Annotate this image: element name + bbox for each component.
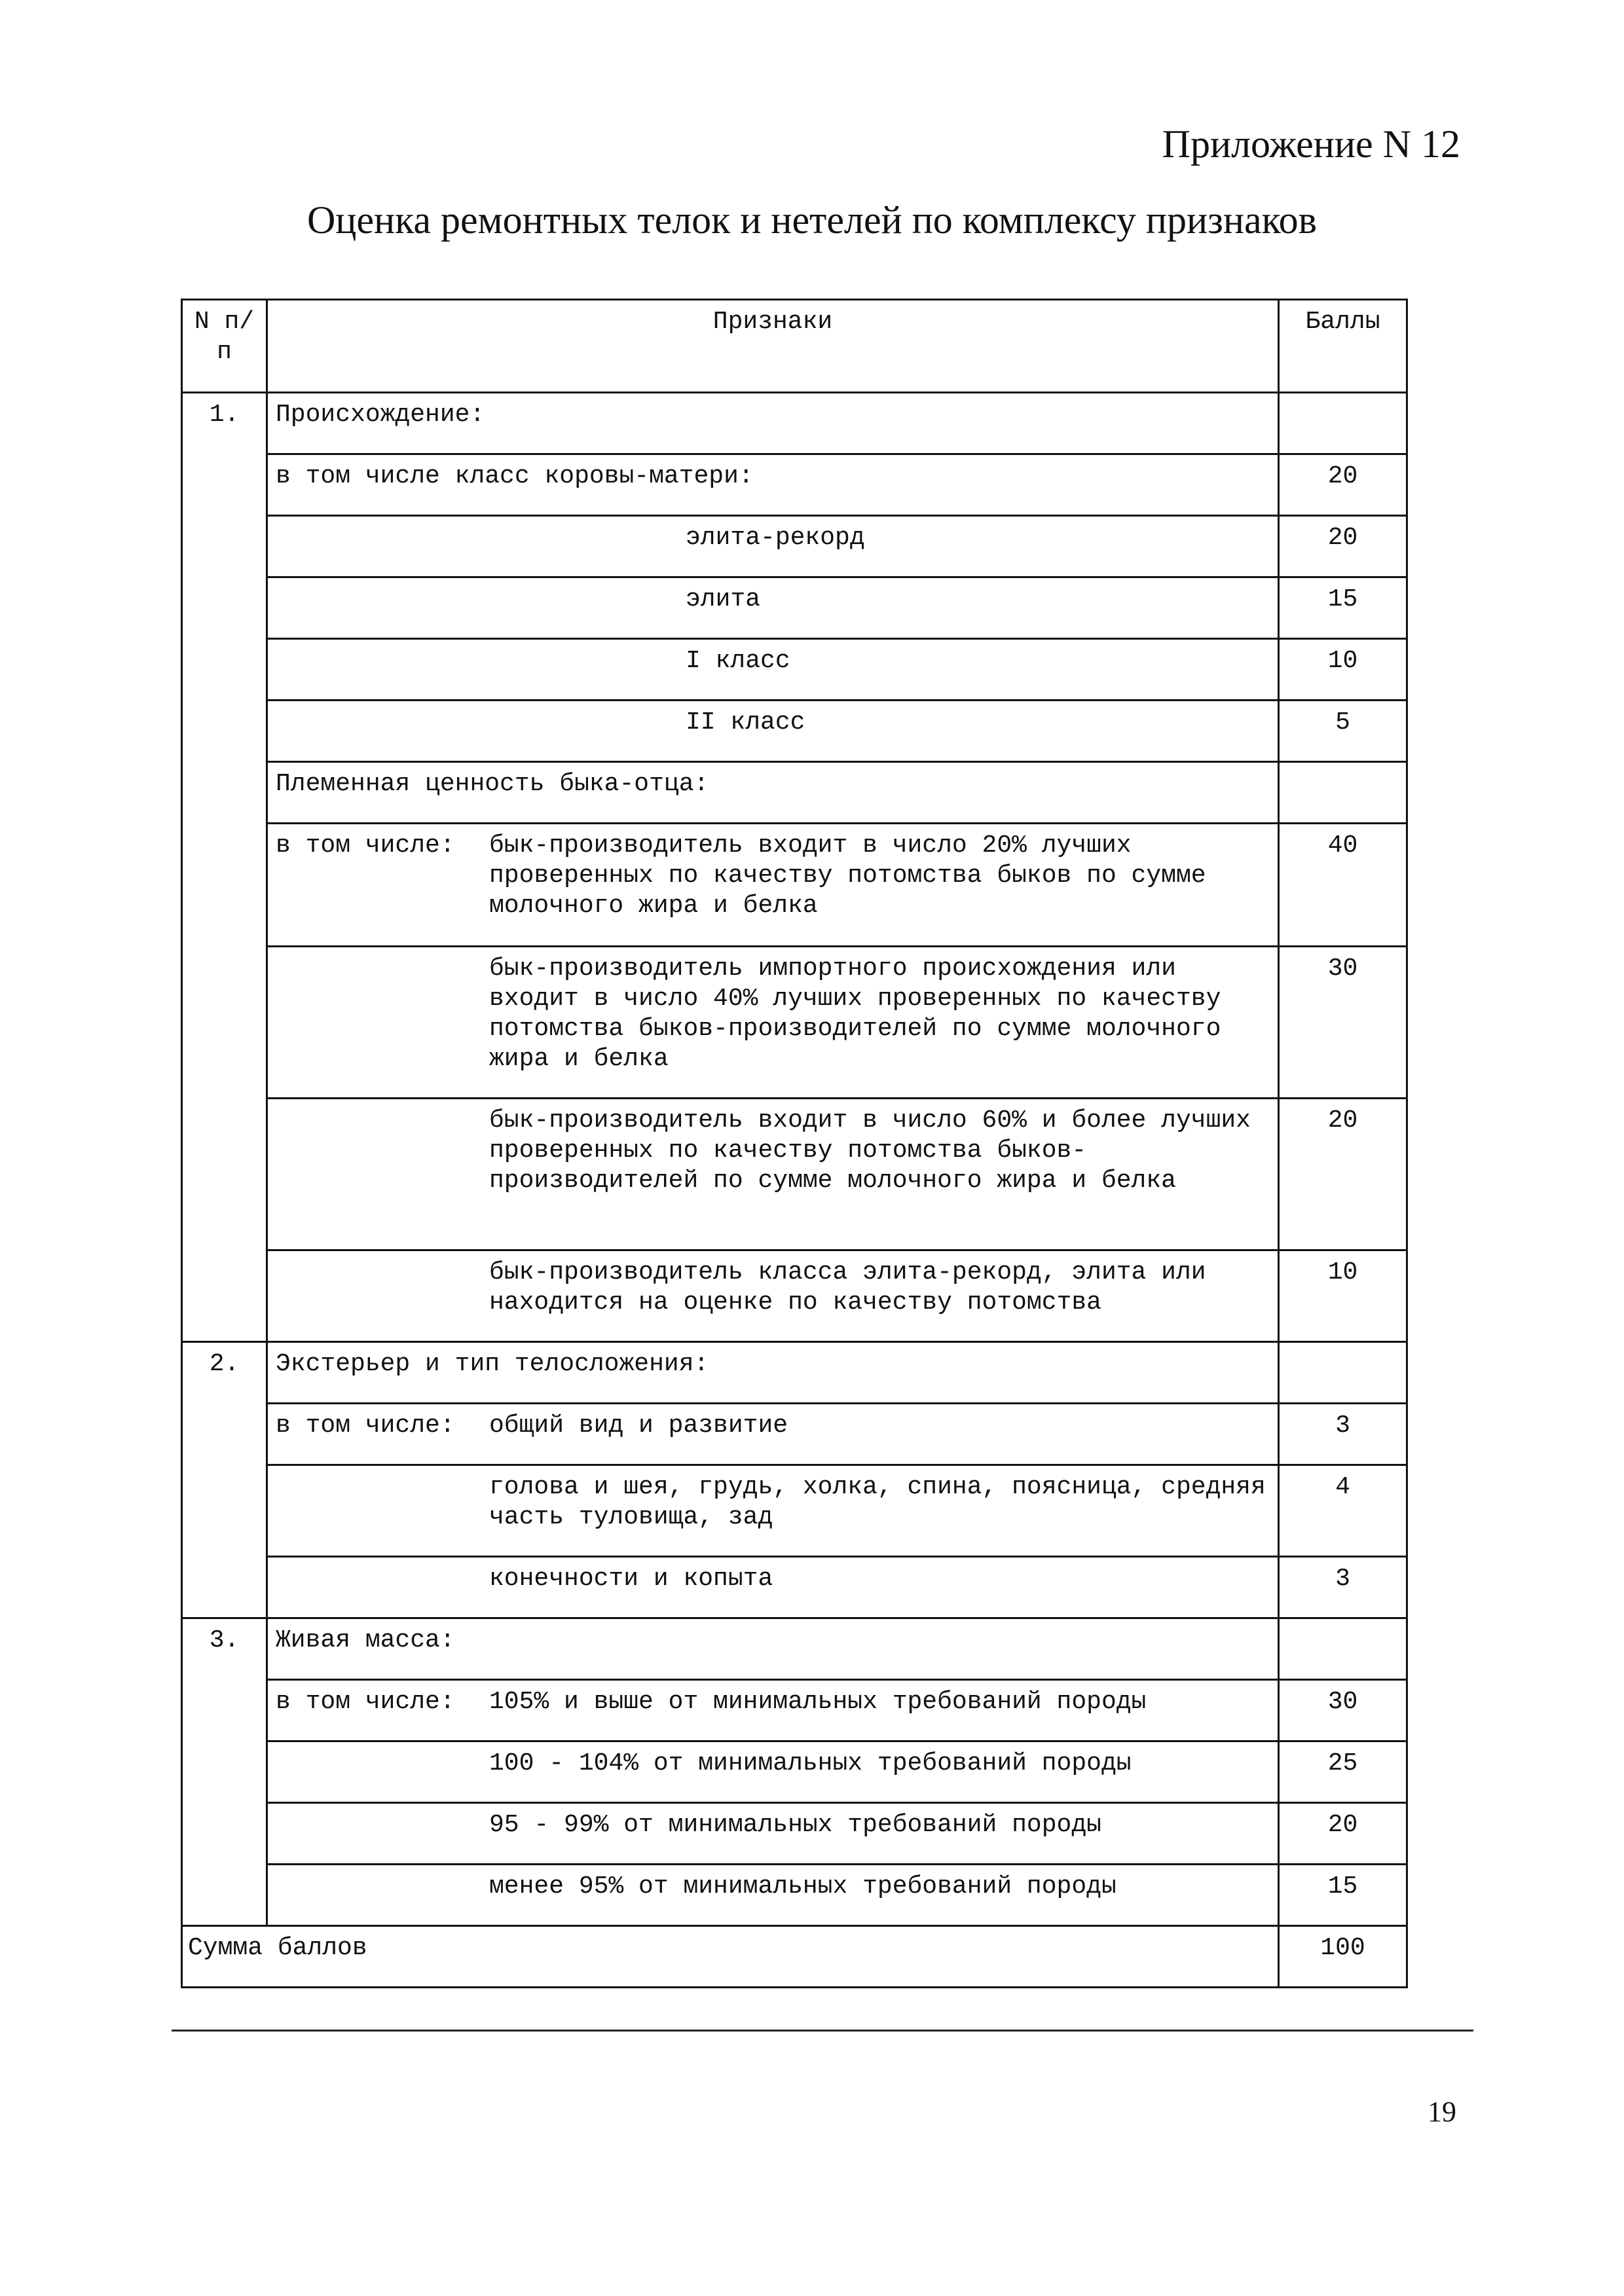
- empty-cell: [182, 1803, 267, 1865]
- header-feature: Признаки: [267, 300, 1279, 393]
- row-label: [267, 1404, 1279, 1465]
- row-label: [267, 639, 1279, 701]
- item-label: менее 95% от минимальных требований породы: [489, 1872, 1116, 1901]
- score-cell: 20: [1279, 454, 1407, 516]
- empty-cell: [182, 947, 267, 1099]
- item-label: общий вид и развитие: [489, 1412, 788, 1440]
- total-row: [182, 1926, 1407, 1988]
- table-row: [182, 1250, 1407, 1342]
- empty-cell: [182, 639, 267, 701]
- section-number: 2.: [182, 1342, 267, 1404]
- score-cell: 3: [1279, 1557, 1407, 1618]
- score-cell: 5: [1279, 701, 1407, 762]
- row-label: [267, 1741, 1279, 1803]
- item-label: конечности и копыта: [489, 1565, 773, 1593]
- score-cell: 20: [1279, 1099, 1407, 1250]
- row-label: [267, 1865, 1279, 1926]
- total-score: 100: [1279, 1926, 1407, 1988]
- table-row: [182, 1342, 1407, 1404]
- table-row: [182, 1680, 1407, 1741]
- score-cell: 3: [1279, 1404, 1407, 1465]
- score-cell: 40: [1279, 824, 1407, 947]
- table-header-row: [182, 300, 1407, 393]
- row-label: [267, 701, 1279, 762]
- row-label: [267, 516, 1279, 577]
- item-label: 105% и выше от минимальных требований породы: [489, 1688, 1147, 1716]
- empty-cell: [182, 1680, 267, 1741]
- table-row: [182, 1618, 1407, 1680]
- page-number: 19: [1428, 2096, 1456, 2128]
- row-label: [267, 947, 1279, 1099]
- table-row: [182, 1741, 1407, 1803]
- item-label: 100 - 104% от минимальных требований породы: [489, 1749, 1132, 1777]
- page-title: Оценка ремонтных телок и нетелей по комплексу признаков: [306, 198, 1318, 242]
- empty-cell: [182, 824, 267, 947]
- table-row: [182, 1865, 1407, 1926]
- table-row: [182, 577, 1407, 639]
- section-number: 1.: [182, 393, 267, 454]
- section-heading: Экстерьер и тип телосложения:: [267, 1342, 1279, 1404]
- table-row: [182, 516, 1407, 577]
- empty-cell: [182, 1465, 267, 1557]
- score-cell: 20: [1279, 516, 1407, 577]
- empty-cell: [182, 701, 267, 762]
- section-heading: Живая масса:: [267, 1618, 1279, 1680]
- score-cell: 4: [1279, 1465, 1407, 1557]
- table-row: [182, 639, 1407, 701]
- table-row: [182, 1465, 1407, 1557]
- item-label: элита: [686, 585, 761, 613]
- table-row: [182, 393, 1407, 454]
- row-label: [267, 1465, 1279, 1557]
- score-cell: [1279, 1342, 1407, 1404]
- score-cell: 10: [1279, 1250, 1407, 1342]
- row-prefix: в том числе:: [276, 1688, 455, 1716]
- score-cell: 30: [1279, 1680, 1407, 1741]
- score-cell: 15: [1279, 1865, 1407, 1926]
- header-num: N п/п: [182, 300, 267, 393]
- table-row: [182, 1803, 1407, 1865]
- score-cell: 15: [1279, 577, 1407, 639]
- table-row: [182, 1404, 1407, 1465]
- empty-cell: [182, 1250, 267, 1342]
- table-row: [182, 1099, 1407, 1250]
- total-label: Сумма баллов: [182, 1926, 1279, 1988]
- table-row: [182, 454, 1407, 516]
- item-label: II класс: [686, 708, 805, 737]
- table-row: [182, 824, 1407, 947]
- table-row: [182, 947, 1407, 1099]
- row-label: Племенная ценность быка-отца:: [267, 762, 1279, 824]
- score-cell: 20: [1279, 1803, 1407, 1865]
- item-label: бык-производитель класса элита-рекорд, элита или находится на оценке по качеству потомства: [489, 1258, 1206, 1317]
- item-label: I класс: [686, 647, 790, 675]
- row-label: [267, 1803, 1279, 1865]
- table-row: [182, 762, 1407, 824]
- row-label: [267, 1250, 1279, 1342]
- score-cell: 25: [1279, 1741, 1407, 1803]
- empty-cell: [182, 516, 267, 577]
- score-cell: [1279, 762, 1407, 824]
- item-label: 95 - 99% от минимальных требований породы: [489, 1811, 1101, 1839]
- row-label: [267, 824, 1279, 947]
- row-label: [267, 577, 1279, 639]
- scoring-table: [181, 299, 1408, 1988]
- item-label: голова и шея, грудь, холка, спина, поясница, средняя часть туловища, зад: [489, 1473, 1266, 1531]
- row-label: [267, 1557, 1279, 1618]
- footer-divider: [172, 2030, 1473, 2032]
- score-cell: [1279, 1618, 1407, 1680]
- table-row: [182, 701, 1407, 762]
- row-label: [267, 1680, 1279, 1741]
- empty-cell: [182, 577, 267, 639]
- table-row: [182, 1557, 1407, 1618]
- score-cell: [1279, 393, 1407, 454]
- empty-cell: [182, 1865, 267, 1926]
- score-cell: 10: [1279, 639, 1407, 701]
- empty-cell: [182, 1557, 267, 1618]
- section-heading: Происхождение:: [267, 393, 1279, 454]
- row-label: [267, 1099, 1279, 1250]
- score-cell: 30: [1279, 947, 1407, 1099]
- row-label: в том числе класс коровы-матери:: [267, 454, 1279, 516]
- item-label: бык-производитель входит в число 60% и более лучших проверенных по качеству потомства быков-производителей по сумме молочного жира и белка: [489, 1106, 1251, 1195]
- item-label: бык-производитель входит в число 20% лучших проверенных по качеству потомства быков по сумме молочного жира и белка: [489, 831, 1206, 920]
- section-number: 3.: [182, 1618, 267, 1680]
- empty-cell: [182, 1404, 267, 1465]
- item-label: бык-производитель импортного происхождения или входит в число 40% лучших проверенных по качеству потомства быков-производителей по сумме молочного жира и белка: [489, 955, 1221, 1073]
- annex-label: Приложение N 12: [1162, 122, 1460, 166]
- item-label: элита-рекорд: [686, 524, 865, 552]
- row-prefix: в том числе:: [276, 831, 455, 860]
- row-prefix: в том числе:: [276, 1412, 455, 1440]
- empty-cell: [182, 1099, 267, 1250]
- header-score: Баллы: [1279, 300, 1407, 393]
- empty-cell: [182, 762, 267, 824]
- empty-cell: [182, 454, 267, 516]
- empty-cell: [182, 1741, 267, 1803]
